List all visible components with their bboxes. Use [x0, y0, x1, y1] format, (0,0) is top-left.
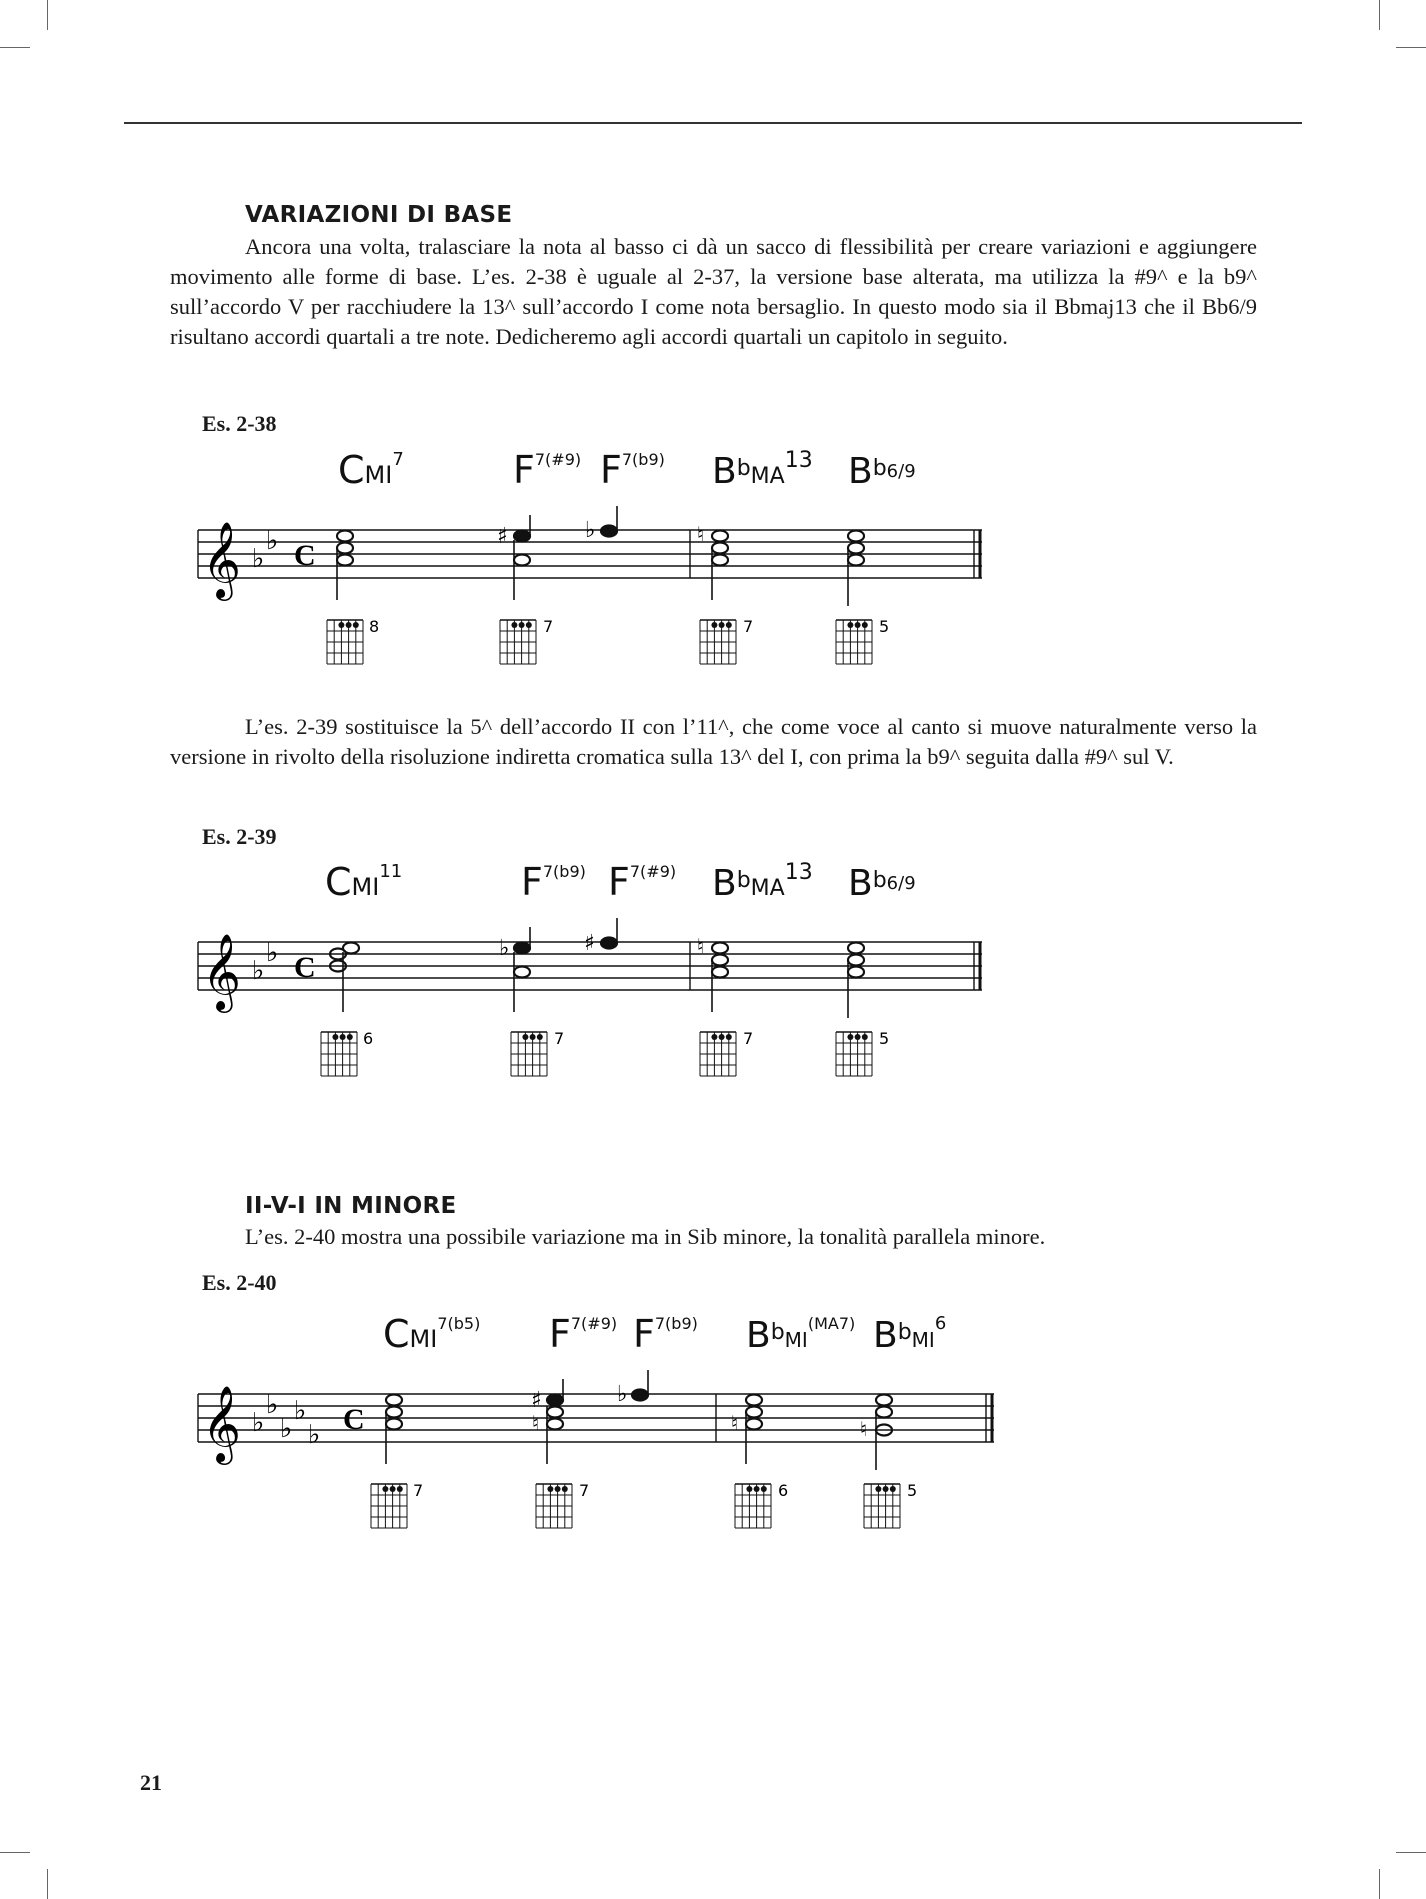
key-signature — [252, 1390, 320, 1450]
time-signature-common: C — [294, 539, 316, 572]
paragraph-text: verso la versione in rivolto della risoluzione indiretta cromatica sulla 13^ del I, con prima la b9^ seguita dalla #9^ sul V. — [170, 714, 1257, 769]
diagram-dot — [547, 1486, 553, 1492]
diagram-dot — [711, 1034, 717, 1040]
diagram-dot — [332, 1034, 338, 1040]
natural-accidental: ♮ — [731, 1411, 739, 1435]
diagram-dot — [340, 1034, 346, 1040]
notes-chord — [386, 1395, 402, 1465]
example-label: Es. 2-38 — [202, 411, 277, 436]
note-single — [632, 1370, 648, 1401]
treble-clef-icon: 𝄞 — [202, 1385, 242, 1462]
svg-text:♭: ♭ — [308, 1420, 321, 1450]
notes-chord — [746, 1395, 762, 1465]
diagram-dot — [347, 1034, 353, 1040]
chord-diagrams — [327, 620, 872, 664]
svg-text:♭: ♭ — [266, 1390, 279, 1420]
notes-chord — [514, 515, 530, 600]
diagram-dot — [390, 1486, 396, 1492]
time-signature-common: C — [343, 1403, 365, 1436]
diagram-dot — [353, 622, 359, 628]
svg-text:♭: ♭ — [294, 1396, 307, 1426]
diagram-dot — [862, 622, 868, 628]
svg-text:♭: ♭ — [280, 1414, 293, 1444]
fret-label: 7 — [554, 1029, 565, 1048]
diagram-dot — [726, 622, 732, 628]
sharp-accidental: ♯ — [584, 931, 595, 956]
diagram-dot — [511, 622, 517, 628]
example-label: Es. 2-40 — [202, 1270, 277, 1295]
svg-text:♭: ♭ — [252, 1408, 265, 1438]
fret-label: 7 — [743, 1029, 754, 1048]
page-number: 21 — [140, 1770, 162, 1795]
chord-diagram — [700, 1032, 736, 1076]
diagram-dot — [855, 622, 861, 628]
diagram-dot — [397, 1486, 403, 1492]
diagram-dot — [719, 1034, 725, 1040]
diagram-dot — [382, 1486, 388, 1492]
diagram-dot — [883, 1486, 889, 1492]
notes-chord — [330, 943, 359, 1013]
paragraph-text: Ancora una volta, tralasciare la nota al basso ci dà un sacco di flessibilità per creare variazioni e — [245, 234, 1150, 259]
chord-symbols — [338, 448, 916, 492]
chord-diagram — [321, 1032, 357, 1076]
chord-symbols — [325, 860, 916, 904]
paragraph-text: L’es. 2-40 mostra una possibile variazione ma in Sib minore, la tonalità parallela minore. — [245, 1224, 1046, 1249]
crop-mark — [47, 1869, 48, 1899]
chord-diagram — [735, 1484, 771, 1528]
crop-mark — [0, 47, 30, 48]
natural-accidental: ♮ — [697, 934, 705, 958]
svg-text:♭: ♭ — [266, 526, 279, 556]
chord-symbol: $F^{7(b9)}$ — [521, 860, 586, 904]
chord-symbol: CMI$^{11}$ — [325, 860, 403, 904]
fret-label: 6 — [363, 1029, 374, 1048]
diagram-dot — [847, 622, 853, 628]
notes-chord — [712, 943, 728, 1013]
crop-mark — [47, 0, 48, 30]
diagram-dot — [890, 1486, 896, 1492]
fret-label: 7 — [579, 1481, 590, 1500]
chord-diagrams — [371, 1484, 900, 1528]
chord-diagram — [836, 1032, 872, 1076]
diagram-dot — [338, 622, 344, 628]
header-rule — [124, 122, 1302, 124]
natural-accidental: ♮ — [860, 1417, 868, 1441]
treble-clef-icon: 𝄞 — [202, 521, 242, 598]
example-label: Es. 2-39 — [202, 824, 277, 849]
svg-text:♭: ♭ — [266, 938, 279, 968]
notes-chord — [547, 1379, 563, 1464]
diagram-dot — [711, 622, 717, 628]
fret-labels — [413, 1481, 917, 1500]
diagram-dot — [537, 1034, 543, 1040]
key-signature — [252, 526, 278, 574]
diagram-dot — [522, 1034, 528, 1040]
diagram-dot — [719, 622, 725, 628]
diagram-dot — [746, 1486, 752, 1492]
crop-mark — [0, 1852, 30, 1853]
chord-symbols — [383, 1312, 946, 1356]
chord-symbol: $B^b_{MA}^{13}$ — [712, 860, 813, 904]
paragraph-text: L’es. 2-39 sostituisce la 5^ dell’accordo II con l’11^, che come voce al canto si muove naturalmente — [245, 714, 1177, 739]
chord-symbol: $F^{7(\#9)}$ — [608, 860, 677, 904]
chord-diagram — [327, 620, 363, 664]
flat-accidental: ♭ — [585, 518, 596, 543]
crop-mark — [1379, 1869, 1380, 1899]
diagram-dot — [875, 1486, 881, 1492]
chord-diagram — [536, 1484, 572, 1528]
chord-symbol: CMI$^7$ — [338, 448, 404, 492]
crop-mark — [1396, 1852, 1426, 1853]
fret-label: 8 — [369, 617, 380, 636]
crop-mark — [1396, 47, 1426, 48]
diagram-dot — [862, 1034, 868, 1040]
chord-diagram — [371, 1484, 407, 1528]
notes-chord — [337, 531, 353, 601]
sharp-accidental: ♯ — [497, 524, 508, 549]
diagram-dot — [754, 1486, 760, 1492]
time-signature-common: C — [294, 951, 316, 984]
fret-label: 5 — [879, 1029, 890, 1048]
music-example-2-38 — [0, 440, 1426, 720]
crop-mark — [1379, 0, 1380, 30]
flat-accidental: ♭ — [617, 1382, 628, 1407]
chord-symbol: $F^{7(b9)}$ — [633, 1312, 698, 1356]
diagram-dot — [562, 1486, 568, 1492]
chord-symbol: $B^b6/9$ — [848, 451, 916, 492]
fret-label: 7 — [543, 617, 554, 636]
paragraph — [170, 1222, 1257, 1252]
chord-diagram — [500, 620, 536, 664]
diagram-dot — [847, 1034, 853, 1040]
svg-text:♭: ♭ — [252, 544, 265, 574]
diagram-dot — [555, 1486, 561, 1492]
note-single — [601, 918, 617, 949]
section-heading: VARIAZIONI DI BASE — [245, 202, 513, 228]
fret-labels — [369, 617, 889, 636]
treble-clef-icon: 𝄞 — [202, 933, 242, 1010]
svg-text:♭: ♭ — [252, 956, 265, 986]
chord-symbol: $F^{7(\#9)}$ — [549, 1312, 618, 1356]
paragraph — [170, 232, 1257, 352]
natural-accidental: ♮ — [532, 1411, 540, 1435]
diagram-dot — [855, 1034, 861, 1040]
natural-accidental: ♮ — [697, 522, 705, 546]
chord-symbol: $F^{7(\#9)}$ — [513, 448, 582, 492]
chord-symbol: $CMI^{7(b5)}$ — [383, 1312, 481, 1356]
fret-label: 7 — [413, 1481, 424, 1500]
notes-chord — [514, 927, 530, 1012]
fret-label: 6 — [778, 1481, 789, 1500]
diagram-dot — [726, 1034, 732, 1040]
fret-label: 5 — [879, 617, 890, 636]
diagram-dot — [519, 622, 525, 628]
diagram-dot — [346, 622, 352, 628]
chord-diagrams — [321, 1032, 872, 1076]
section-heading: II-V-I IN MINORE — [245, 1193, 457, 1219]
chord-symbol: $B^b_{MA}^{13}$ — [712, 448, 813, 492]
notes-chord — [712, 531, 728, 601]
chord-symbol: $B^b_{MI}^6$ — [873, 1313, 947, 1356]
music-example-2-40 — [0, 1300, 1426, 1580]
chord-symbol: $B^b_{MI}^{(MA7)}$ — [746, 1314, 856, 1356]
chord-diagram — [836, 620, 872, 664]
flat-accidental: ♭ — [499, 936, 510, 961]
chord-symbol: $B^b6/9$ — [848, 863, 916, 904]
fret-label: 5 — [907, 1481, 918, 1500]
note-single — [601, 506, 617, 537]
diagram-dot — [526, 622, 532, 628]
fret-labels — [363, 1029, 889, 1048]
chord-diagram — [700, 620, 736, 664]
diagram-dot — [761, 1486, 767, 1492]
diagram-dot — [530, 1034, 536, 1040]
sharp-accidental: ♯ — [531, 1388, 542, 1413]
chord-symbol: $F^{7(b9)}$ — [600, 448, 665, 492]
chord-diagram — [864, 1484, 900, 1528]
fret-label: 7 — [743, 617, 754, 636]
key-signature — [252, 938, 278, 986]
chord-diagram — [511, 1032, 547, 1076]
paragraph — [170, 712, 1257, 772]
music-example-2-39 — [0, 852, 1426, 1132]
paragraph-text: aggiungere movimento alle forme di base. L’es. 2-38 è uguale al 2-37, la versione base alterata, ma utilizza la #9^ e la b9^ sull’accordo V per racchiudere la 13^ sull’accordo I come nota bersaglio. In questo modo sia il Bbmaj13 che il Bb6/9 risultano accordi quartali a tre note. Dedicheremo agli accordi quartali un capitolo in seguito. — [170, 234, 1257, 349]
